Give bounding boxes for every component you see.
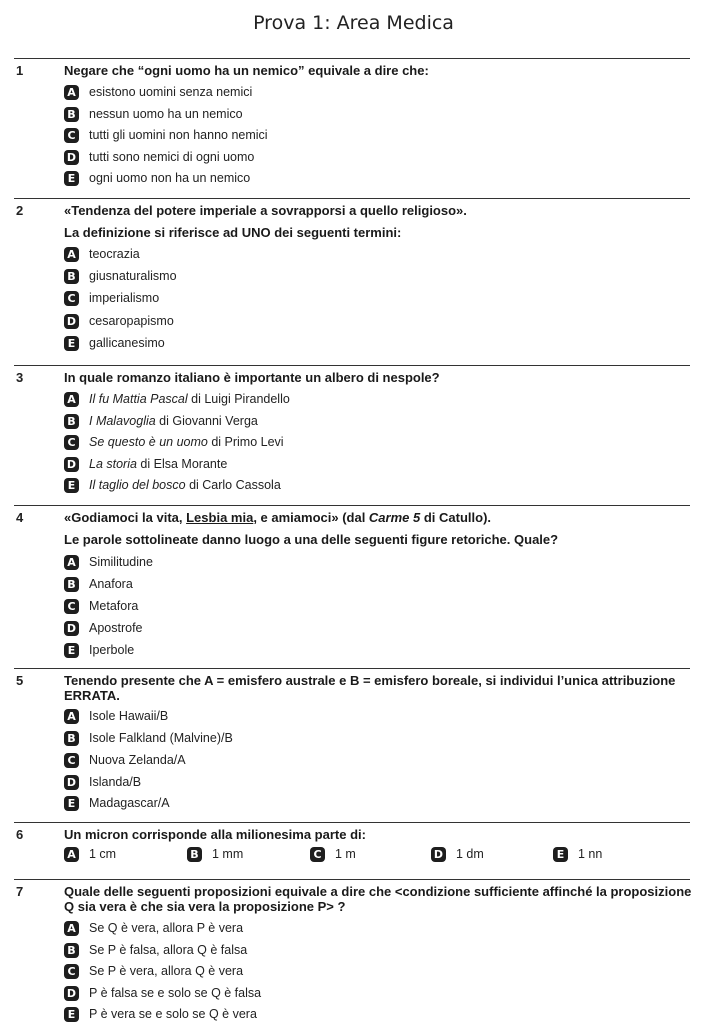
option-letter-badge: A <box>64 921 79 936</box>
question-number: 1 <box>16 63 24 78</box>
option-letter-badge: B <box>187 847 202 862</box>
option-a[interactable] <box>64 554 153 570</box>
question-text: Negare che “ogni uomo ha un nemico” equivale a dire che: <box>64 63 429 78</box>
option-d[interactable] <box>431 846 484 862</box>
option-letter-badge: C <box>64 435 79 450</box>
option-e[interactable] <box>64 170 250 186</box>
divider <box>14 668 690 669</box>
divider <box>14 58 690 59</box>
option-text: Isole Falkland (Malvine)/B <box>89 731 233 745</box>
option-letter-badge: D <box>64 150 79 165</box>
option-letter-badge: C <box>64 753 79 768</box>
option-text: gallicanesimo <box>89 336 165 350</box>
option-letter-badge: E <box>64 171 79 186</box>
option-letter-badge: C <box>64 964 79 979</box>
question-subtext: Le parole sottolineate danno luogo a una delle seguenti figure retoriche. Quale? <box>64 532 559 547</box>
option-letter-badge: E <box>553 847 568 862</box>
option-c[interactable] <box>64 598 138 614</box>
option-b[interactable] <box>64 730 233 746</box>
option-letter-badge: D <box>64 314 79 329</box>
option-e[interactable] <box>64 335 165 351</box>
option-c[interactable] <box>64 752 186 768</box>
option-text: di Giovanni Verga <box>155 414 258 428</box>
option-letter-badge: A <box>64 709 79 724</box>
option-letter-badge: E <box>64 478 79 493</box>
option-letter-badge: C <box>64 599 79 614</box>
option-work-title: Se questo è un uomo <box>89 435 208 449</box>
option-c[interactable] <box>64 963 243 979</box>
question-text: Quale delle seguenti proposizioni equivale a dire che <condizione sufficiente affinché la proposizione Q sia vera è che sia vera la proposizione P> ? <box>64 884 692 914</box>
option-c[interactable] <box>64 127 268 143</box>
question-text: «Tendenza del potere imperiale a sovrapporsi a quello religioso». <box>64 203 467 218</box>
option-letter-badge: B <box>64 107 79 122</box>
option-e[interactable] <box>64 795 170 811</box>
option-letter-badge: D <box>64 986 79 1001</box>
option-e[interactable] <box>553 846 602 862</box>
option-a[interactable] <box>64 920 243 936</box>
option-d[interactable] <box>64 774 141 790</box>
option-b[interactable] <box>187 846 243 862</box>
option-d[interactable] <box>64 456 227 472</box>
question-number: 6 <box>16 827 24 842</box>
option-a[interactable] <box>64 391 290 407</box>
option-letter-badge: A <box>64 85 79 100</box>
option-text: 1 m <box>335 847 356 861</box>
option-text: cesaropapismo <box>89 314 174 328</box>
question-number: 4 <box>16 510 24 525</box>
option-c[interactable] <box>64 290 159 306</box>
option-d[interactable] <box>64 985 261 1001</box>
option-text: Metafora <box>89 599 139 613</box>
option-text: imperialismo <box>89 291 160 305</box>
question-text: In quale romanzo italiano è importante un albero di nespole? <box>64 370 440 385</box>
option-text: 1 cm <box>89 847 117 861</box>
option-c[interactable] <box>310 846 356 862</box>
option-text: Nuova Zelanda/A <box>89 753 186 767</box>
option-letter-badge: E <box>64 643 79 658</box>
option-letter-badge: B <box>64 943 79 958</box>
option-a[interactable] <box>64 246 140 262</box>
option-letter-badge: B <box>64 414 79 429</box>
option-c[interactable] <box>64 434 284 450</box>
option-text: Similitudine <box>89 555 153 569</box>
option-e[interactable] <box>64 477 281 493</box>
underlined-words: Lesbia mia <box>186 510 254 525</box>
option-work-title: Il taglio del bosco <box>89 478 186 492</box>
question-number: 7 <box>16 884 24 899</box>
option-text: Iperbole <box>89 643 135 657</box>
option-text: giusnaturalismo <box>89 269 177 283</box>
quote-text: «Godiamoci la vita, <box>64 510 187 525</box>
divider <box>14 822 690 823</box>
option-text: Se Q è vera, allora P è vera <box>89 921 244 935</box>
option-letter-badge: E <box>64 1007 79 1022</box>
question-text <box>64 510 692 525</box>
option-text: esistono uomini senza nemici <box>89 85 253 99</box>
option-text: Se P è falsa, allora Q è falsa <box>89 943 248 957</box>
question-text: Tenendo presente che A = emisfero australe e B = emisfero boreale, si individui l’unica attribuzione ERRATA. <box>64 673 676 703</box>
option-b[interactable] <box>64 106 243 122</box>
divider <box>14 505 690 506</box>
option-text: ogni uomo non ha un nemico <box>89 171 251 185</box>
option-work-title: La storia <box>89 457 137 471</box>
option-b[interactable] <box>64 576 133 592</box>
option-letter-badge: E <box>64 796 79 811</box>
option-text: di Luigi Pirandello <box>187 392 290 406</box>
option-e[interactable] <box>64 1006 257 1022</box>
option-letter-badge: C <box>64 291 79 306</box>
option-text: di Elsa Morante <box>136 457 228 471</box>
option-text: Se P è vera, allora Q è vera <box>89 964 244 978</box>
option-a[interactable] <box>64 84 252 100</box>
option-letter-badge: D <box>431 847 446 862</box>
option-d[interactable] <box>64 620 143 636</box>
option-d[interactable] <box>64 149 254 165</box>
option-text: tutti gli uomini non hanno nemici <box>89 128 268 142</box>
page-title: Prova 1: Area Medica <box>253 12 454 34</box>
option-b[interactable] <box>64 268 177 284</box>
option-letter-badge: B <box>64 731 79 746</box>
option-letter-badge: D <box>64 621 79 636</box>
option-text: Islanda/B <box>89 775 142 789</box>
option-text: teocrazia <box>89 247 140 261</box>
question-number: 5 <box>16 673 24 688</box>
option-text: 1 nn <box>578 847 603 861</box>
option-text: Anafora <box>89 577 133 591</box>
option-text: di Carlo Cassola <box>185 478 281 492</box>
option-text: 1 dm <box>456 847 484 861</box>
option-work-title: I Malavoglia <box>89 414 156 428</box>
option-e[interactable] <box>64 642 134 658</box>
option-letter-badge: B <box>64 269 79 284</box>
author-text: di Catullo). <box>420 510 492 525</box>
option-text: Isole Hawaii/B <box>89 709 169 723</box>
option-a[interactable] <box>64 708 168 724</box>
option-a[interactable] <box>64 846 116 862</box>
option-text: di Primo Levi <box>207 435 284 449</box>
option-letter-badge: A <box>64 392 79 407</box>
option-text: nessun uomo ha un nemico <box>89 107 243 121</box>
option-text: Madagascar/A <box>89 796 170 810</box>
option-b[interactable] <box>64 942 247 958</box>
question-text: Un micron corrisponde alla milionesima parte di: <box>64 827 366 842</box>
quote-text: , e amiamoci» (dal <box>253 510 369 525</box>
option-letter-badge: D <box>64 775 79 790</box>
option-letter-badge: A <box>64 847 79 862</box>
option-text: P è falsa se e solo se Q è falsa <box>89 986 262 1000</box>
option-text: 1 mm <box>212 847 244 861</box>
option-letter-badge: B <box>64 577 79 592</box>
option-letter-badge: A <box>64 247 79 262</box>
divider <box>14 879 690 880</box>
divider <box>14 198 690 199</box>
option-work-title: Il fu Mattia Pascal <box>89 392 188 406</box>
question-number: 2 <box>16 203 24 218</box>
option-d[interactable] <box>64 313 174 329</box>
work-title: Carme 5 <box>368 510 421 525</box>
option-letter-badge: C <box>310 847 325 862</box>
option-letter-badge: C <box>64 128 79 143</box>
question-subtext: La definizione si riferisce ad UNO dei seguenti termini: <box>64 225 402 240</box>
divider <box>14 365 690 366</box>
option-letter-badge: A <box>64 555 79 570</box>
option-letter-badge: E <box>64 336 79 351</box>
question-number: 3 <box>16 370 24 385</box>
option-b[interactable] <box>64 413 258 429</box>
option-text: P è vera se e solo se Q è vera <box>89 1007 257 1021</box>
option-text: tutti sono nemici di ogni uomo <box>89 150 255 164</box>
option-letter-badge: D <box>64 457 79 472</box>
option-text: Apostrofe <box>89 621 143 635</box>
